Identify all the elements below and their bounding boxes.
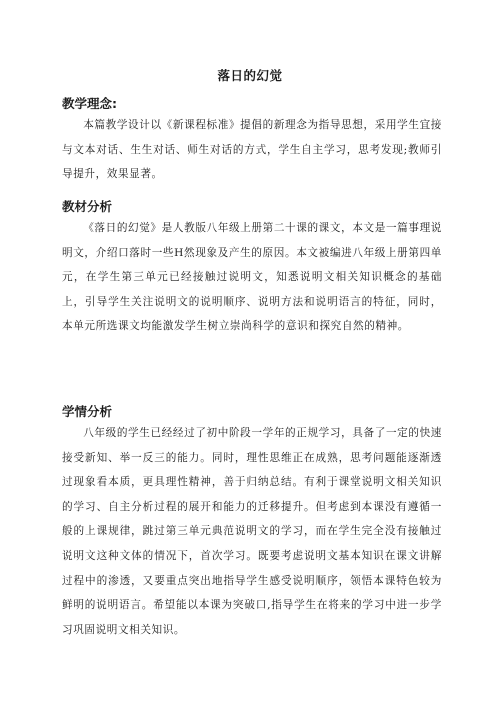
document-title: 落日的幻觉 <box>217 68 283 83</box>
section-heading-teaching-philosophy: 教学理念: <box>62 96 117 111</box>
section-body-teaching-philosophy: 本篇教学设计以《新课程标准》提倡的新理念为指导思想，采用学生宜接与文本对话、生生对话、师生对话的方式，学生自主学习，思考发现;教师引导提升，效果显著。 <box>62 119 442 181</box>
section-heading-student-analysis: 学情分析 <box>62 404 113 419</box>
section-body-student-analysis: 八年级的学生已经经过了初中阶段一学年的正规学习，具备了一定的快速接受新知、举一反三的能力。同时，理性思维正在成熟，思考问题能逐渐透过现象看本质，更具理性精神，善于归纳总结。有利于课堂说明文相关知识的学习、自主分析过程的展开和能力的迁移提升。但考虑到本课没有遵循一般的上课规律，跳过第三单元典范说明文的学习，而在学生完全没有接触过说明文这种文体的情况下，首次学习。既要考虑说明文基本知识在课文讲解过程中的渗透，又要重点突出地指导学生感受说明顺序，领悟本课特色较为鲜明的说明语言。希望能以本课为突破口,指导学生在将来的学习中进一步学习巩固说明文相关知识。 <box>62 427 442 636</box>
section-heading-material-analysis: 教材分析 <box>62 199 113 214</box>
section-body-material-analysis: 《落日的幻觉》是人教版八年级上册第二十课的课文，本文是一篇事理说明文，介绍口落时一些H然现象及产生的原因。本文被编进八年级上册第四单元，在学生第三单元已经接触过说明文，知悉说明文相关知识概念的基础上，引导学生关注说明文的说明顺序、说明方法和说明语言的特征，同时，本单元所选课文均能激发学生树立崇尚科学的意识和探究自然的精神。 <box>62 222 442 333</box>
